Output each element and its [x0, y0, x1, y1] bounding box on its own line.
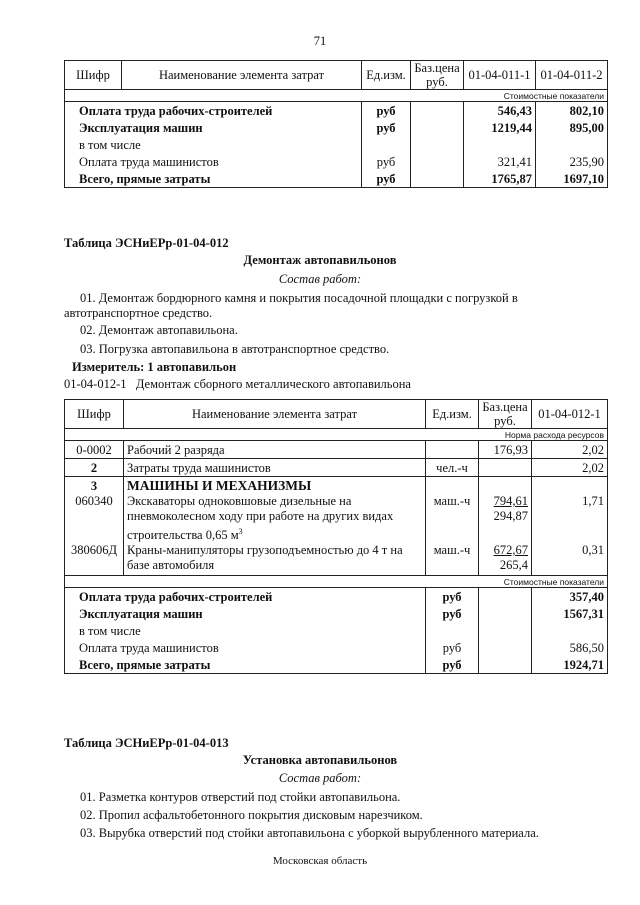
col-header-011-1: 01-04-011-1 [464, 61, 536, 90]
works-title-013: Состав работ: [278, 771, 362, 785]
table-row: Эксплуатация машин руб 1219,44 895,00 [65, 119, 608, 136]
table-row: Оплата труда машинистов руб 586,50 [65, 639, 608, 656]
work-item: 03. Погрузка автопавильона в автотранспортное средство. [80, 342, 390, 356]
table-row: Эксплуатация машин руб 1567,31 [65, 605, 608, 622]
section-heading-012: Демонтаж автопавильонов [243, 253, 397, 267]
work-item: 01. Демонтаж бордюрного камня и покрытия посадочной площадки с погрузкой в [80, 291, 518, 305]
table-row: в том числе [65, 136, 608, 153]
footer-region: Московская область [272, 855, 368, 867]
section-label: Стоимостные показатели [65, 90, 608, 102]
section-heading-013: Установка автопавильонов [242, 753, 398, 767]
table-row: 3 МАШИНЫ И МЕХАНИЗМЫ [65, 477, 608, 495]
col-header-price: Баз.цена руб. [479, 400, 532, 429]
table-row: 060340 Экскаваторы одноковшовые дизельные на пневмоколесном ходу при работе на других видах строительства 0,65 $м^3$ маш.-ч 794,61 294,87 1,71 [65, 494, 608, 543]
col-header-price: Баз.цена руб. [411, 61, 464, 90]
resource-table-012 [64, 399, 608, 674]
table-row: Всего, прямые затраты руб 1924,71 [65, 656, 608, 674]
col-header-name: Наименование элемента затрат [124, 400, 426, 429]
cost-table-011 [64, 60, 608, 188]
item-code-line: 01-04-012-1 Демонтаж сборного металлического автопавильона [64, 377, 411, 391]
table-row: 380606Д Краны-манипуляторы грузоподъемностью до 4 т на базе автомобиля маш.-ч 672,67 265,4 0,31 [65, 543, 608, 576]
work-item: автотранспортное средство. [64, 306, 213, 320]
table-title-012: Таблица ЭСНиЕРр-01-04-012 [64, 236, 229, 250]
work-item: 01. Разметка контуров отверстий под стойки автопавильона. [80, 790, 401, 804]
col-header-name: Наименование элемента затрат [122, 61, 362, 90]
table-row: Оплата труда рабочих-строителей руб 546,43 802,10 [65, 102, 608, 120]
table-row: Всего, прямые затраты руб 1765,87 1697,10 [65, 170, 608, 188]
col-header-unit: Ед.изм. [362, 61, 411, 90]
table-row: Оплата труда машинистов руб 321,41 235,90 [65, 153, 608, 170]
table-row: в том числе [65, 622, 608, 639]
table-title-013: Таблица ЭСНиЕРр-01-04-013 [64, 736, 229, 750]
col-header-code: Шифр [65, 61, 122, 90]
col-header-code: Шифр [65, 400, 124, 429]
work-item: 02. Демонтаж автопавильона. [80, 323, 238, 337]
col-header-012-1: 01-04-012-1 [532, 400, 608, 429]
col-header-011-2: 01-04-011-2 [536, 61, 608, 90]
work-item: 02. Пропил асфальтобетонного покрытия дисковым нарезчиком. [80, 808, 423, 822]
works-title-012: Состав работ: [278, 272, 362, 286]
page-number: 71 [313, 34, 327, 48]
cost-label: Стоимостные показатели [65, 576, 608, 588]
table-row: 2 Затраты труда машинистов чел.-ч 2,02 [65, 459, 608, 477]
work-item: 03. Вырубка отверстий под стойки автопавильона с уборкой вырубленного материала. [80, 826, 539, 840]
col-header-unit: Ед.изм. [426, 400, 479, 429]
measure-unit: Измеритель: 1 автопавильон [72, 360, 237, 374]
table-row: Оплата труда рабочих-строителей руб 357,40 [65, 588, 608, 606]
norm-label: Норма расхода ресурсов [65, 429, 608, 441]
table-row: 0-0002 Рабочий 2 разряда 176,93 2,02 [65, 441, 608, 459]
